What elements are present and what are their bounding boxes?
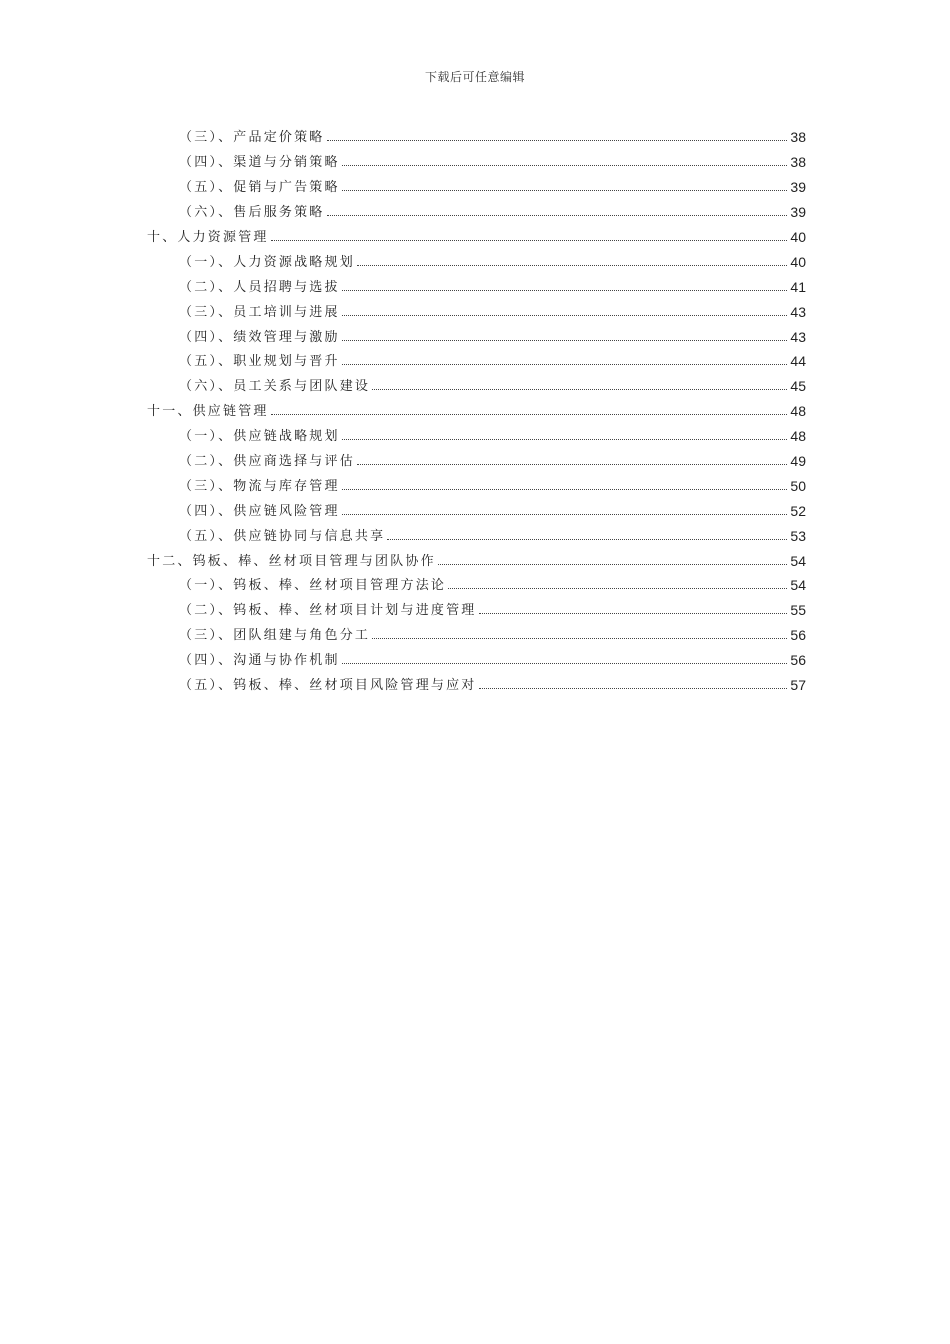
toc-entry-label: （二）、供应商选择与评估 [179,454,355,470]
toc-entry-label: （一）、人力资源战略规划 [179,254,355,270]
toc-page-number: 45 [790,378,806,395]
toc-page-number: 56 [790,652,806,669]
toc-page-number: 52 [790,502,806,519]
toc-dot-leader [342,289,788,291]
toc-entry-label: （五）、钨板、棒、丝材项目风险管理与应对 [179,678,477,694]
toc-entry-label: （五）、供应链协同与信息共享 [179,528,386,544]
toc-entry-label: （四）、渠道与分销策略 [179,155,340,171]
toc-page-number: 48 [790,428,806,445]
toc-dot-leader [372,637,787,639]
toc-page-number: 57 [790,677,806,694]
toc-page-number: 40 [790,229,806,245]
toc-section-entry[interactable] [0,249,950,274]
toc-dot-leader [438,563,788,565]
toc-entry-label: 十一、供应链管理 [147,404,269,420]
toc-entry-line [179,255,950,269]
toc-entry-line [179,330,950,344]
toc-page-number: 54 [790,577,806,594]
toc-dot-leader [448,587,787,589]
toc-dot-leader [342,164,788,166]
toc-entry-label: （一）、供应链战略规划 [179,429,340,445]
toc-dot-leader [342,513,788,515]
toc-chapter-entry[interactable] [0,225,950,250]
toc-entry-line [179,180,950,194]
toc-entry-line [179,454,950,468]
toc-dot-leader [342,314,788,316]
toc-section-entry[interactable] [0,623,950,648]
toc-dot-leader [271,413,788,415]
toc-section-entry[interactable] [0,299,950,324]
toc-entry-label: （三）、团队组建与角色分工 [179,628,371,644]
toc-section-entry[interactable] [0,324,950,349]
toc-entry-line [179,578,950,592]
toc-page-number: 53 [790,527,806,544]
toc-page-number: 56 [790,627,806,644]
toc-entry-label: （五）、促销与广告策略 [179,180,340,196]
toc-entry-line [179,354,950,368]
toc-page-number: 43 [790,328,806,345]
toc-section-entry[interactable] [0,274,950,299]
toc-entry-label: （四）、供应链风险管理 [179,503,340,519]
toc-section-entry[interactable] [0,200,950,225]
toc-entry-line [179,603,950,617]
toc-entry-line [179,155,950,169]
toc-entry-label: （三）、物流与库存管理 [179,478,340,494]
toc-page-number: 40 [790,253,806,270]
toc-page-number: 55 [790,602,806,619]
toc-dot-leader [342,189,788,191]
toc-dot-leader [327,214,788,216]
toc-dot-leader [372,388,787,390]
toc-page-number: 49 [790,453,806,470]
toc-dot-leader [327,139,788,141]
toc-entry-line [179,379,950,393]
toc-section-entry[interactable] [0,349,950,374]
toc-entry-label: 十二、钨板、棒、丝材项目管理与团队协作 [147,553,436,569]
toc-page-number: 38 [790,154,806,171]
toc-page-number: 38 [790,129,806,146]
toc-entry-label: （三）、产品定价策略 [179,130,325,146]
toc-chapter-entry[interactable] [0,548,950,573]
toc-entry-line [147,404,950,418]
toc-dot-leader [342,339,788,341]
toc-entry-label: （二）、人员招聘与选拔 [179,279,340,295]
toc-section-entry[interactable] [0,673,950,698]
toc-dot-leader [342,363,788,365]
toc-entry-line [179,429,950,443]
toc-entry-line [179,529,950,543]
toc-page-number: 43 [790,303,806,320]
toc-page-number: 41 [790,278,806,295]
toc-page-number: 39 [790,204,806,221]
toc-entry-line [179,678,950,692]
toc-entry-label: （六）、员工关系与团队建设 [179,379,371,395]
toc-section-entry[interactable] [0,523,950,548]
toc-section-entry[interactable] [0,598,950,623]
toc-dot-leader [342,662,788,664]
toc-section-entry[interactable] [0,449,950,474]
toc-section-entry[interactable] [0,374,950,399]
toc-dot-leader [357,463,788,465]
toc-section-entry[interactable] [0,498,950,523]
toc-chapter-entry[interactable] [0,399,950,424]
toc-page-number: 50 [790,477,806,494]
toc-dot-leader [342,438,788,440]
table-of-contents [0,125,950,697]
toc-entry-label: （二）、钨板、棒、丝材项目计划与进度管理 [179,603,477,619]
toc-entry-label: （一）、钨板、棒、丝材项目管理方法论 [179,578,447,594]
toc-page-number: 54 [790,552,806,569]
toc-entry-line [147,554,950,568]
toc-page-number: 44 [790,353,806,370]
toc-entry-line [179,305,950,319]
toc-entry-line [179,205,950,219]
page-header-note: 下载后可任意编辑 [424,70,525,84]
toc-entry-line [179,280,950,294]
toc-section-entry[interactable] [0,473,950,498]
toc-section-entry[interactable] [0,424,950,449]
toc-entry-label: （三）、员工培训与进展 [179,304,340,320]
toc-entry-label: （四）、沟通与协作机制 [179,653,340,669]
toc-section-entry[interactable] [0,648,950,673]
toc-entry-label: （六）、售后服务策略 [179,205,325,221]
toc-entry-label: 十、人力资源管理 [147,230,269,245]
toc-page-number: 39 [790,179,806,196]
toc-section-entry[interactable] [0,175,950,200]
toc-entry-line [179,504,950,518]
toc-section-entry[interactable] [0,150,950,175]
toc-entry-line [179,130,950,144]
toc-dot-leader [357,264,788,266]
toc-section-entry[interactable] [0,573,950,598]
toc-entry-line [179,653,950,667]
toc-section-entry[interactable] [0,125,950,150]
toc-dot-leader [479,687,788,689]
toc-entry-line [147,230,950,244]
toc-dot-leader [342,488,788,490]
toc-dot-leader [479,612,788,614]
toc-dot-leader [387,538,787,540]
toc-entry-label: （四）、绩效管理与激励 [179,329,340,345]
toc-entry-line [179,479,950,493]
toc-entry-line [179,628,950,642]
toc-entry-label: （五）、职业规划与晋升 [179,354,340,370]
toc-dot-leader [271,239,788,241]
toc-page-number: 48 [790,403,806,420]
